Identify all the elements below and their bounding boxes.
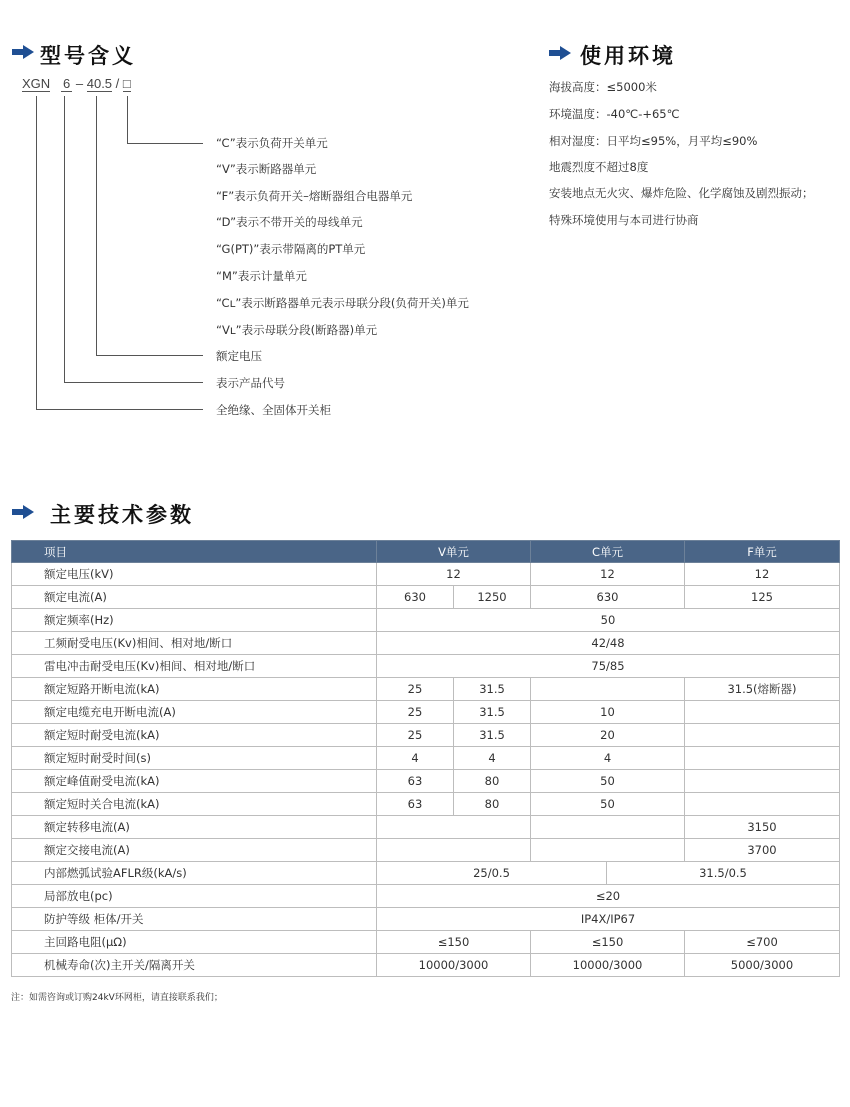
product-code-label: 表示产品代号 <box>216 376 285 390</box>
header-item: 项目 <box>12 541 377 563</box>
env-altitude: 海拔高度：≤5000米 <box>549 80 657 94</box>
cell-f: ≤700 <box>685 931 840 954</box>
cell-c: 4 <box>531 747 685 770</box>
row-label: 额定转移电流(A) <box>12 816 377 839</box>
code-part-voltage: 40.5 <box>86 76 113 91</box>
model-code <box>22 76 131 92</box>
cell-v1: 4 <box>377 747 454 770</box>
cell-all: 42/48 <box>377 632 840 655</box>
table-row <box>12 609 840 632</box>
cell-v2: 4 <box>454 747 531 770</box>
table-row <box>12 839 840 862</box>
cell-v <box>377 816 531 839</box>
cell-all: IP4X/IP67 <box>377 908 840 931</box>
cell-c: 50 <box>531 793 685 816</box>
row-label: 额定电压(kV) <box>12 563 377 586</box>
code-slash: / <box>115 76 120 91</box>
cell-c: 12 <box>531 563 685 586</box>
code-part-design: 6 <box>63 76 71 91</box>
cell-c <box>531 816 685 839</box>
env-seismic: 地震烈度不超过8度 <box>549 160 649 174</box>
row-label: 额定短路开断电流(kA) <box>12 678 377 701</box>
row-label: 防护等级 柜体/开关 <box>12 908 377 931</box>
table-row <box>12 862 840 885</box>
unit-type-c: “C”表示负荷开关单元 <box>216 136 328 150</box>
row-label: 工频耐受电压(Kv)相间、相对地/断口 <box>12 632 377 655</box>
cell-all: 75/85 <box>377 655 840 678</box>
cell-f: 3150 <box>685 816 840 839</box>
arrow-right-icon <box>12 505 34 519</box>
cell-all: 50 <box>377 609 840 632</box>
cell-f: 31.5(熔断器) <box>685 678 840 701</box>
unit-type-g-pt: “G(PT)”表示带隔离的PT单元 <box>216 242 366 256</box>
env-location: 安装地点无火灾、爆炸危险、化学腐蚀及剧烈振动； <box>549 186 814 200</box>
env-special: 特殊环境使用与本司进行协商 <box>549 213 699 227</box>
cell-f <box>685 747 840 770</box>
cell-f: 3700 <box>685 839 840 862</box>
cell-c: 10000/3000 <box>531 954 685 977</box>
row-label: 局部放电(pc) <box>12 885 377 908</box>
connector-cabinet-vertical <box>36 96 37 409</box>
section-title-specs: 主要技术参数 <box>50 503 194 527</box>
row-label: 额定电缆充电开断电流(A) <box>12 701 377 724</box>
cell-c: 20 <box>531 724 685 747</box>
cell-all: ≤20 <box>377 885 840 908</box>
cell-c <box>531 678 685 701</box>
row-label: 额定频率(Hz) <box>12 609 377 632</box>
cell-v2: 1250 <box>454 586 531 609</box>
row-label: 内部燃弧试验AFLR级(kA/s) <box>12 862 377 885</box>
rated-voltage-label: 额定电压 <box>216 349 262 363</box>
cabinet-type-label: 全绝缘、全固体开关柜 <box>216 403 331 417</box>
unit-type-vl: “Vʟ”表示母联分段(断路器)单元 <box>216 323 378 337</box>
cell-left: 25/0.5 <box>377 862 607 885</box>
unit-type-d: “D”表示不带开关的母线单元 <box>216 215 363 229</box>
row-label: 雷电冲击耐受电压(Kv)相间、相对地/断口 <box>12 655 377 678</box>
cell-v: 10000/3000 <box>377 954 531 977</box>
cell-right: 31.5/0.5 <box>607 862 840 885</box>
cell-f: 5000/3000 <box>685 954 840 977</box>
connector-unit-vertical <box>127 96 128 143</box>
connector-unit-horizontal <box>127 143 203 144</box>
cell-v1: 63 <box>377 793 454 816</box>
section-title-environment: 使用环境 <box>580 44 676 68</box>
unit-type-f: “F”表示负荷开关–熔断器组合电器单元 <box>216 189 413 203</box>
table-row <box>12 747 840 770</box>
code-part-series: XGN <box>22 76 51 91</box>
table-row <box>12 701 840 724</box>
table-row <box>12 931 840 954</box>
cell-v1: 63 <box>377 770 454 793</box>
cell-c: 630 <box>531 586 685 609</box>
table-row <box>12 885 840 908</box>
table-row <box>12 678 840 701</box>
table-header-row <box>12 541 840 563</box>
row-label: 额定短时耐受电流(kA) <box>12 724 377 747</box>
unit-type-m: “M”表示计量单元 <box>216 269 307 283</box>
cell-f <box>685 701 840 724</box>
cell-v2: 80 <box>454 793 531 816</box>
table-row <box>12 586 840 609</box>
cell-f <box>685 793 840 816</box>
env-temperature: 环境温度：-40℃-+65℃ <box>549 107 680 121</box>
cell-v: ≤150 <box>377 931 531 954</box>
cell-v1: 25 <box>377 701 454 724</box>
cell-v2: 31.5 <box>454 701 531 724</box>
cell-v1: 25 <box>377 724 454 747</box>
header-c-unit: C单元 <box>531 541 685 563</box>
row-label: 额定交接电流(A) <box>12 839 377 862</box>
cell-f <box>685 724 840 747</box>
table-row <box>12 954 840 977</box>
table-row <box>12 770 840 793</box>
code-part-unit: □ <box>122 76 131 91</box>
header-f-unit: F单元 <box>685 541 840 563</box>
cell-c: 50 <box>531 770 685 793</box>
connector-voltage-horizontal <box>96 355 203 356</box>
table-row <box>12 632 840 655</box>
row-label: 额定短时关合电流(kA) <box>12 793 377 816</box>
connector-product-vertical <box>64 96 65 382</box>
cell-v2: 31.5 <box>454 678 531 701</box>
row-label: 额定电流(A) <box>12 586 377 609</box>
cell-v: 12 <box>377 563 531 586</box>
header-v-unit: V单元 <box>377 541 531 563</box>
connector-product-horizontal <box>64 382 203 383</box>
footnote: 注：如需咨询或订购24kV环网柜，请直接联系我们； <box>11 993 223 1003</box>
section-title-model-meaning: 型号含义 <box>40 44 136 68</box>
cell-v1: 630 <box>377 586 454 609</box>
table-row <box>12 655 840 678</box>
table-row <box>12 908 840 931</box>
unit-type-cl: “Cʟ”表示断路器单元表示母联分段(负荷开关)单元 <box>216 296 469 310</box>
row-label: 机械寿命(次)主开关/隔离开关 <box>12 954 377 977</box>
cell-f: 125 <box>685 586 840 609</box>
unit-type-v: “V”表示断路器单元 <box>216 162 317 176</box>
table-row <box>12 563 840 586</box>
cell-v <box>377 839 531 862</box>
cell-v1: 25 <box>377 678 454 701</box>
code-dash: – <box>75 76 84 91</box>
env-humidity: 相对湿度：日平均≤95%，月平均≤90% <box>549 134 758 148</box>
cell-v2: 31.5 <box>454 724 531 747</box>
arrow-right-icon <box>12 45 34 59</box>
table-row <box>12 724 840 747</box>
spec-table <box>11 540 840 977</box>
cell-v2: 80 <box>454 770 531 793</box>
connector-cabinet-horizontal <box>36 409 203 410</box>
cell-c <box>531 839 685 862</box>
cell-f: 12 <box>685 563 840 586</box>
arrow-right-icon <box>549 46 571 60</box>
row-label: 额定峰值耐受电流(kA) <box>12 770 377 793</box>
cell-c: 10 <box>531 701 685 724</box>
cell-c: ≤150 <box>531 931 685 954</box>
row-label: 额定短时耐受时间(s) <box>12 747 377 770</box>
connector-voltage-vertical <box>96 96 97 355</box>
row-label: 主回路电阻(μΩ) <box>12 931 377 954</box>
table-row <box>12 816 840 839</box>
cell-f <box>685 770 840 793</box>
table-row <box>12 793 840 816</box>
